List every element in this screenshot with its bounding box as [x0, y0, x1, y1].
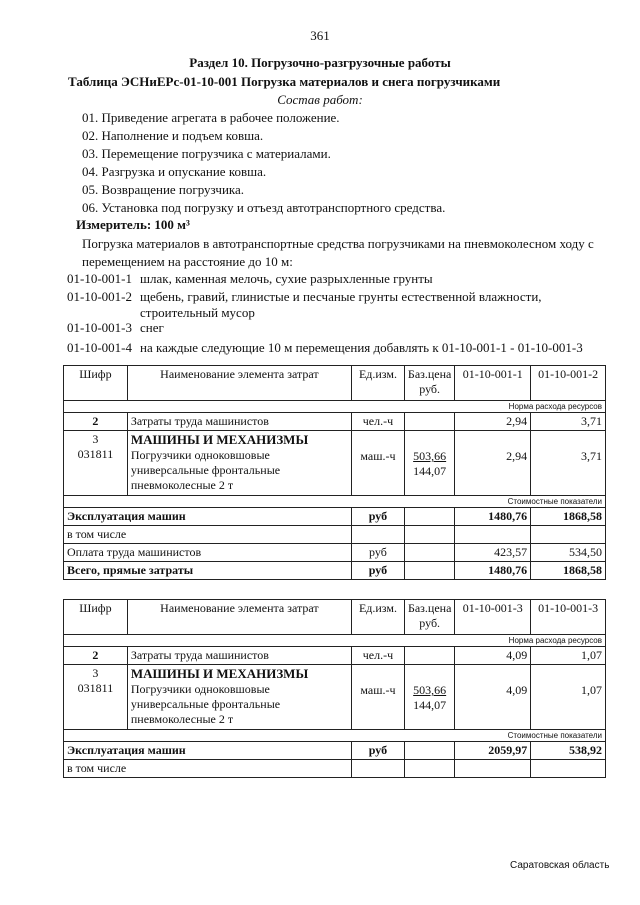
header-unit: Ед.изм.	[351, 366, 404, 401]
row-name: Затраты труда машинистов	[127, 413, 351, 431]
row-unit: руб	[351, 544, 404, 562]
header-price: Баз.цена руб.	[404, 366, 454, 401]
group-title: МАШИНЫ И МЕХАНИЗМЫ	[130, 432, 309, 447]
work-item: 05. Возвращение погрузчика.	[82, 182, 245, 197]
row-value-1: 423,57	[455, 544, 531, 562]
resource-table-1	[63, 365, 606, 580]
table-header-row	[64, 600, 606, 635]
row-unit: руб	[352, 742, 405, 760]
table-title: Таблица ЭСНиЕРс-01-10-001 Погрузка материалов и снега погрузчиками	[68, 74, 501, 89]
row-value-1: 1480,76	[455, 508, 531, 526]
table-row	[64, 665, 606, 730]
composition-heading: Состав работ:	[277, 92, 363, 107]
work-item: 06. Установка под погрузку и отъезд автотранспортного средства.	[82, 200, 446, 215]
work-item: 04. Разгрузка и опускание ковша.	[82, 164, 267, 179]
row-value-1: 1480,76	[455, 562, 531, 580]
row-value-1: 4,09	[455, 647, 531, 665]
code-number: 01-10-001-1	[67, 271, 132, 286]
group-title: МАШИНЫ И МЕХАНИЗМЫ	[130, 666, 309, 681]
norm-label-row	[64, 635, 606, 647]
row-code: 2	[64, 413, 128, 431]
code-description: шлак, каменная мелочь, сухие разрыхленные грунты	[140, 271, 433, 286]
row-code: 3	[92, 432, 99, 446]
row-code: 3	[92, 666, 99, 680]
table-row	[64, 562, 606, 580]
header-col1: 01-10-001-1	[455, 366, 531, 401]
row-name: Эксплуатация машин	[64, 742, 352, 760]
code-description-cont: строительный мусор	[140, 305, 255, 320]
row-subcode: 031811	[77, 447, 114, 461]
price-bottom: 144,07	[413, 698, 447, 712]
resource-table-2	[63, 599, 606, 778]
work-item: 02. Наполнение и подъем ковша.	[82, 128, 264, 143]
cost-label-row	[64, 496, 606, 508]
header-col2: 01-10-001-3	[531, 600, 606, 635]
section-title: Раздел 10. Погрузочно-разгрузочные работы	[189, 55, 451, 70]
row-unit: маш.-ч	[352, 665, 405, 730]
code-number: 01-10-001-3	[67, 320, 132, 335]
price-top: 503,66	[413, 449, 447, 463]
meter-label: Измеритель: 100 м³	[76, 217, 190, 232]
row-value-2: 3,71	[531, 413, 606, 431]
header-price: Баз.цена руб.	[404, 600, 454, 635]
row-value-2: 3,71	[531, 431, 606, 496]
work-item: 01. Приведение агрегата в рабочее положение.	[82, 110, 340, 125]
description-line: перемещением на расстояние до 10 м:	[82, 254, 293, 269]
page-number: 361	[310, 28, 330, 43]
machine-name: Погрузчики одноковшовые универсальные фронтальные пневмоколесные 2 т	[130, 448, 281, 492]
table-row	[64, 544, 606, 562]
row-value-1: 2,94	[455, 413, 531, 431]
cost-label-row	[64, 730, 606, 742]
row-unit: чел.-ч	[351, 413, 404, 431]
code-description: снег	[140, 320, 164, 335]
table-row	[64, 508, 606, 526]
norm-label-row	[64, 401, 606, 413]
machine-name: Погрузчики одноковшовые универсальные фронтальные пневмоколесные 2 т	[130, 682, 281, 726]
including-label: в том числе	[64, 526, 352, 544]
header-col2: 01-10-001-2	[531, 366, 606, 401]
row-subcode: 031811	[77, 681, 114, 695]
price-top: 503,66	[413, 683, 447, 697]
table-row	[64, 647, 606, 665]
code-description: на каждые следующие 10 м перемещения добавлять к 01-10-001-1 - 01-10-001-3	[140, 340, 583, 355]
code-number: 01-10-001-4	[67, 340, 132, 355]
norm-label: Норма расхода ресурсов	[64, 635, 606, 647]
row-unit: руб	[351, 508, 404, 526]
cost-label: Стоимостные показатели	[64, 496, 606, 508]
cost-label: Стоимостные показатели	[64, 730, 606, 742]
header-name: Наименование элемента затрат	[127, 366, 351, 401]
description-line: Погрузка материалов в автотранспортные средства погрузчиками на пневмоколесном ходу с	[82, 236, 594, 251]
row-value-2: 1,07	[531, 665, 606, 730]
row-code: 2	[64, 647, 128, 665]
row-name: Затраты труда машинистов	[127, 647, 351, 665]
norm-label: Норма расхода ресурсов	[64, 401, 606, 413]
including-label: в том числе	[64, 760, 352, 778]
header-name: Наименование элемента затрат	[127, 600, 351, 635]
row-unit: руб	[351, 562, 404, 580]
row-name: Эксплуатация машин	[64, 508, 352, 526]
table-row	[64, 413, 606, 431]
row-unit: чел.-ч	[352, 647, 405, 665]
row-unit: маш.-ч	[351, 431, 404, 496]
row-value-2: 1,07	[531, 647, 606, 665]
row-value-2: 534,50	[531, 544, 606, 562]
row-value-2: 538,92	[531, 742, 606, 760]
row-name: Оплата труда машинистов	[64, 544, 352, 562]
footer-region: Саратовская область	[510, 860, 610, 871]
row-value-2: 1868,58	[531, 508, 606, 526]
row-value-2: 1868,58	[531, 562, 606, 580]
table-header-row	[64, 366, 606, 401]
work-item: 03. Перемещение погрузчика с материалами.	[82, 146, 331, 161]
row-value-1: 2,94	[455, 431, 531, 496]
header-code: Шифр	[64, 600, 128, 635]
header-unit: Ед.изм.	[352, 600, 405, 635]
code-number: 01-10-001-2	[67, 289, 132, 304]
row-value-1: 4,09	[455, 665, 531, 730]
table-row	[64, 742, 606, 760]
row-value-1: 2059,97	[455, 742, 531, 760]
table-row	[64, 431, 606, 496]
row-name: Всего, прямые затраты	[64, 562, 352, 580]
price-bottom: 144,07	[413, 464, 447, 478]
header-col1: 01-10-001-3	[455, 600, 531, 635]
header-code: Шифр	[64, 366, 128, 401]
code-description: щебень, гравий, глинистые и песчаные грунты естественной влажности,	[140, 289, 542, 304]
